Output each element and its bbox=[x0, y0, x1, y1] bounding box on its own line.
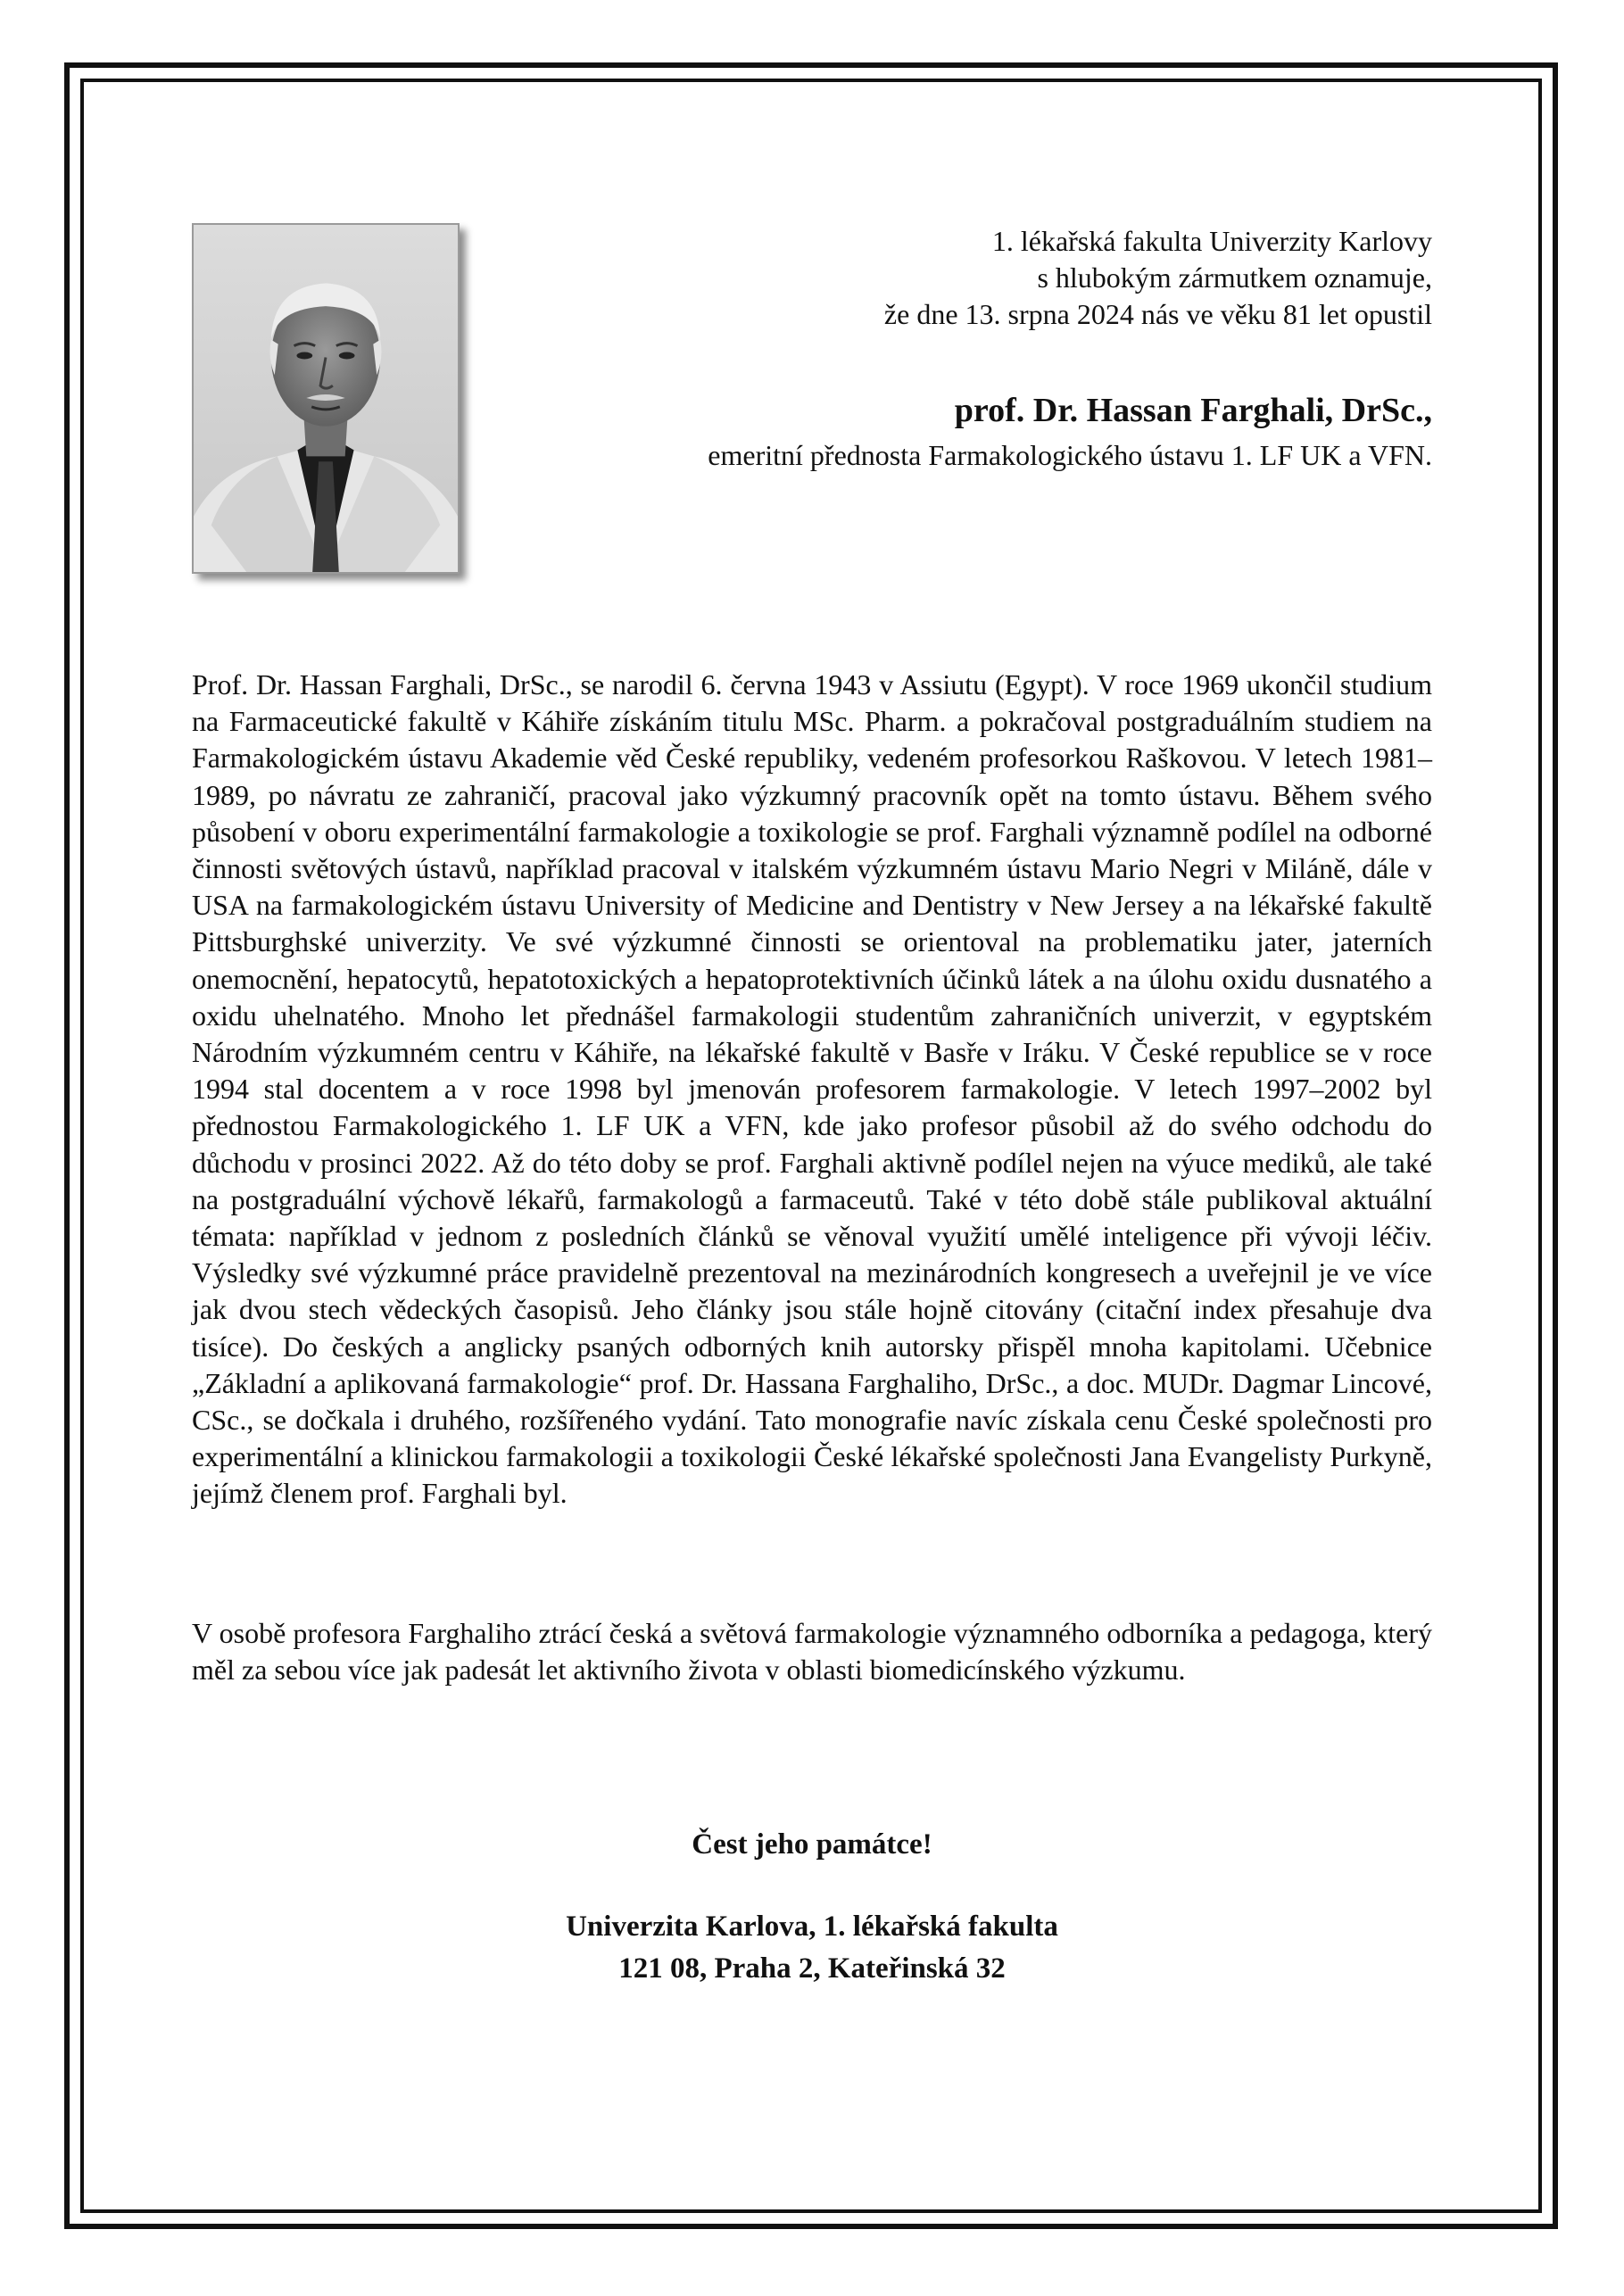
portrait-icon bbox=[194, 225, 458, 572]
organization-address-line: 121 08, Praha 2, Kateřinská 32 bbox=[618, 1952, 1006, 1985]
organization-address bbox=[192, 1906, 1432, 1990]
announcement-header bbox=[500, 223, 1432, 333]
header-line-2: s hlubokým zármutkem oznamuje, bbox=[1037, 261, 1432, 294]
deceased-name: prof. Dr. Hassan Farghali, DrSc., bbox=[954, 392, 1432, 429]
honor-line: Čest jeho památce! bbox=[692, 1828, 932, 1861]
organization-name: Univerzita Karlova, 1. lékařská fakulta bbox=[566, 1911, 1058, 1943]
deceased-position: emeritní přednosta Farmakologického ústavu 1. LF UK a VFN. bbox=[708, 439, 1432, 471]
header-line-3: že dne 13. srpna 2024 nás ve věku 81 let opustil bbox=[883, 298, 1432, 330]
biography-paragraph-2: V osobě profesora Farghaliho ztrácí česká a světová farmakologie významného odborníka a pedagoga, který měl za sebou více jak padesát let aktivního života v oblasti biomedicínského výzkumu. bbox=[192, 1617, 1432, 1687]
biography bbox=[192, 667, 1432, 1513]
biography-paragraph-1: Prof. Dr. Hassan Farghali, DrSc., se narodil 6. června 1943 v Assiutu (Egypt). V roce 1969 ukončil studium na Farmaceutické fakultě v Káhiře získáním titulu MSc. Pharm. a pokračoval postgraduálním studiem na Farmakologickém ústavu Akademie věd České republiky, vedeném profesorkou Raškovou. V letech 1981–1989, po návratu ze zahraničí, pracoval jako výzkumný pracovník opět na tomto ústavu. Během svého působení v oboru experimentální farmakologie a toxikologie se prof. Farghali významně podílel na odborné činnosti světových ústavů, například pracoval v italském výzkumném ústavu Mario Negri v Miláně, dále v USA na farmakologickém ústavu University of Medicine and Dentistry v New Jersey a na lékařské fakultě Pittsburghské univerzity. Ve své výzkumné činnosti se orientoval na problematiku jater, jaterních onemocnění, hepatocytů, hepatotoxických a hepatoprotektivních účinků látek a na úlohu oxidu dusnatého a oxidu uhelnatého. Mnoho let přednášel farmakologii studentům zahraničních univerzit, v egyptském Národním výzkumném centru v Káhiře, na lékařské fakultě v Basře v Iráku. V České republice se v roce 1994 stal docentem a v roce 1998 byl jmenován profesorem farmakologie. V letech 1997–2002 byl přednostou Farmakologického 1. LF UK a VFN, kde jako profesor působil až do svého odchodu do důchodu v prosinci 2022. Až do této doby se prof. Farghali aktivně podílel nejen na výuce mediků, ale také na postgraduální výchově lékařů, farmakologů a farmaceutů. Také v této době stále publikoval aktuální témata: například v jednom z posledních článků se věnoval využití umělé inteligence při vývoji léčiv. Výsledky své výzkumné práce pravidelně prezentoval na mezinárodních kongresech a uveřejnil je ve více jak dvou stech vědeckých časopisů. Jeho články jsou stále hojně citovány (citační index přesahuje dva tisíce). Do českých a anglicky psaných odborných knih autorsky přispěl mnoha kapitolami. Učebnice „Základní a aplikovaná farmakologie“ prof. Dr. Hassana Farghaliho, DrSc., a doc. MUDr. Dagmar Lincové, CSc., se dočkala i druhého, rozšířeného vydání. Tato monografie navíc získala cenu České společnosti pro experimentální a klinickou farmakologii a toxikologii České lékařské společnosti Jana Evangelisty Purkyně, jejímž členem prof. Farghali byl. bbox=[192, 668, 1432, 1510]
header-line-1: 1. lékařská fakulta Univerzity Karlovy bbox=[991, 225, 1432, 257]
portrait-photo bbox=[192, 223, 460, 574]
